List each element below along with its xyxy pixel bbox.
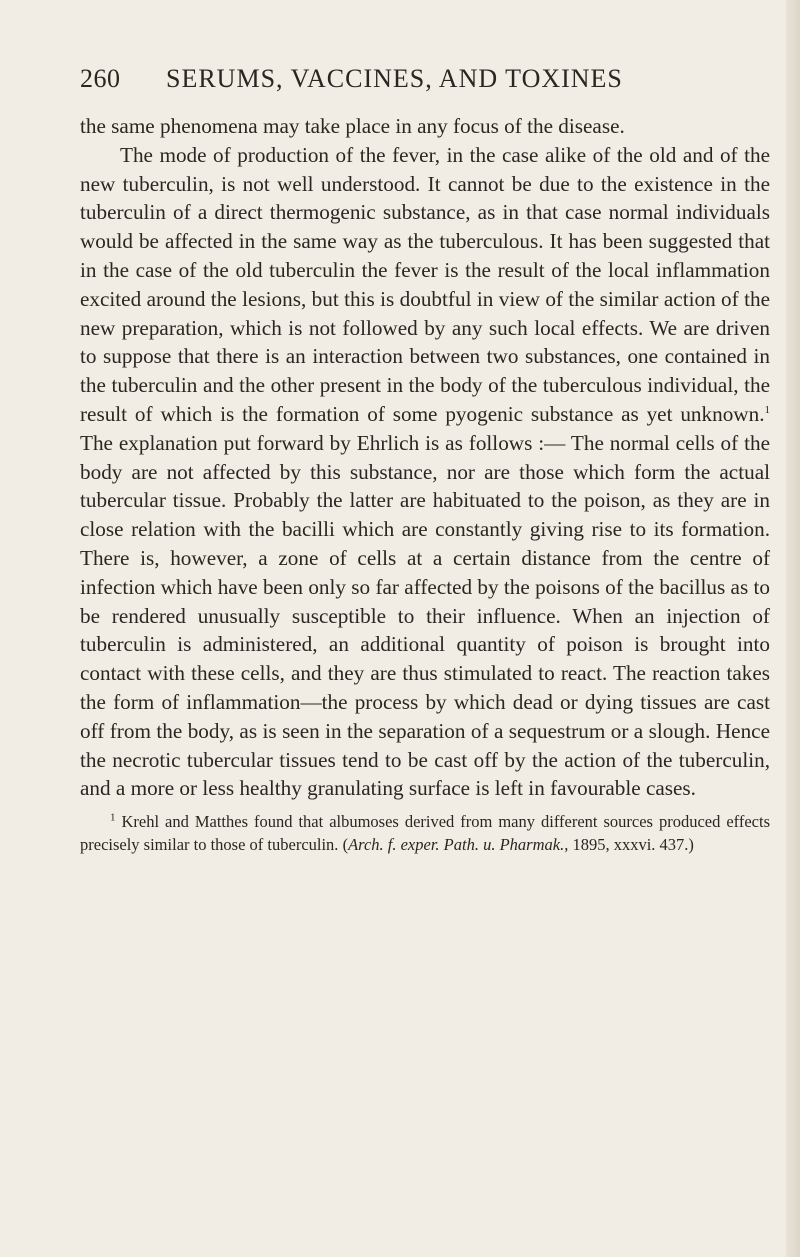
footnote-text: Krehl and Matthes found that albumoses derived from many different sources produced effects precisely similar to those of tuberculin. <box>80 812 770 854</box>
page-edge <box>786 0 800 1257</box>
footnote-citation-open: ( <box>342 834 349 854</box>
footnote-citation-rest: , 1895, xxxvi. 437.) <box>564 834 694 854</box>
page-number: 260 <box>80 64 121 93</box>
paragraph-2 <box>80 141 770 803</box>
book-page <box>80 60 770 856</box>
footnote-citation: Arch. f. exper. Path. u. Pharmak. <box>348 834 565 854</box>
paragraph-2-text: The mode of production of the fever, in the case alike of the old and of the new tuberculin, is not well understood. It cannot be due to the existence in the tuberculin of a direct thermogenic substance, as in that case normal individuals would be affected in the same way as the tuberculous. It has been suggested that in the case of the old tuberculin the fever is the result of the local inflammation excited around the lesions, but this is doubtful in view of the similar action of the new preparation, which is not followed by any such local effects. We are driven to suppose that there is an interaction between two substances, one contained in the tuberculin and the other present in the body of the tuberculous individual, the result of which is the formation of some pyogenic substance as yet unknown. <box>80 142 770 426</box>
footnote <box>80 811 770 856</box>
footnote-ref: 1 <box>764 403 770 416</box>
footnote-marker: 1 <box>110 811 116 824</box>
running-title: SERUMS, VACCINES, AND TOXINES <box>166 64 623 93</box>
paragraph-2-continuation: The explanation put forward by Ehrlich is as follows :— The normal cells of the body are not affected by this substance, nor are those which form the actual tubercular tissue. Probably the latter are habituated to the poison, as they are in close relation with the bacilli which are constantly giving rise to its formation. There is, however, a zone of cells at a certain distance from the centre of infection which have been only so far affected by the poisons of the bacillus as to be rendered unusually susceptible to their influence. When an injection of tuberculin is administered, an additional quantity of poison is brought into contact with these cells, and they are thus stimulated to react. The reaction takes the form of inflammation—the process by which dead or dying tissues are cast off from the body, as is seen in the separation of a sequestrum or a slough. Hence the necrotic tubercular tissues tend to be cast off by the action of the tuberculin, and a more or less healthy granulating surface is left in favourable cases. <box>80 430 770 801</box>
page-header <box>80 60 770 100</box>
body-text <box>80 112 770 803</box>
paragraph-1: the same phenomena may take place in any focus of the disease. <box>80 114 625 138</box>
